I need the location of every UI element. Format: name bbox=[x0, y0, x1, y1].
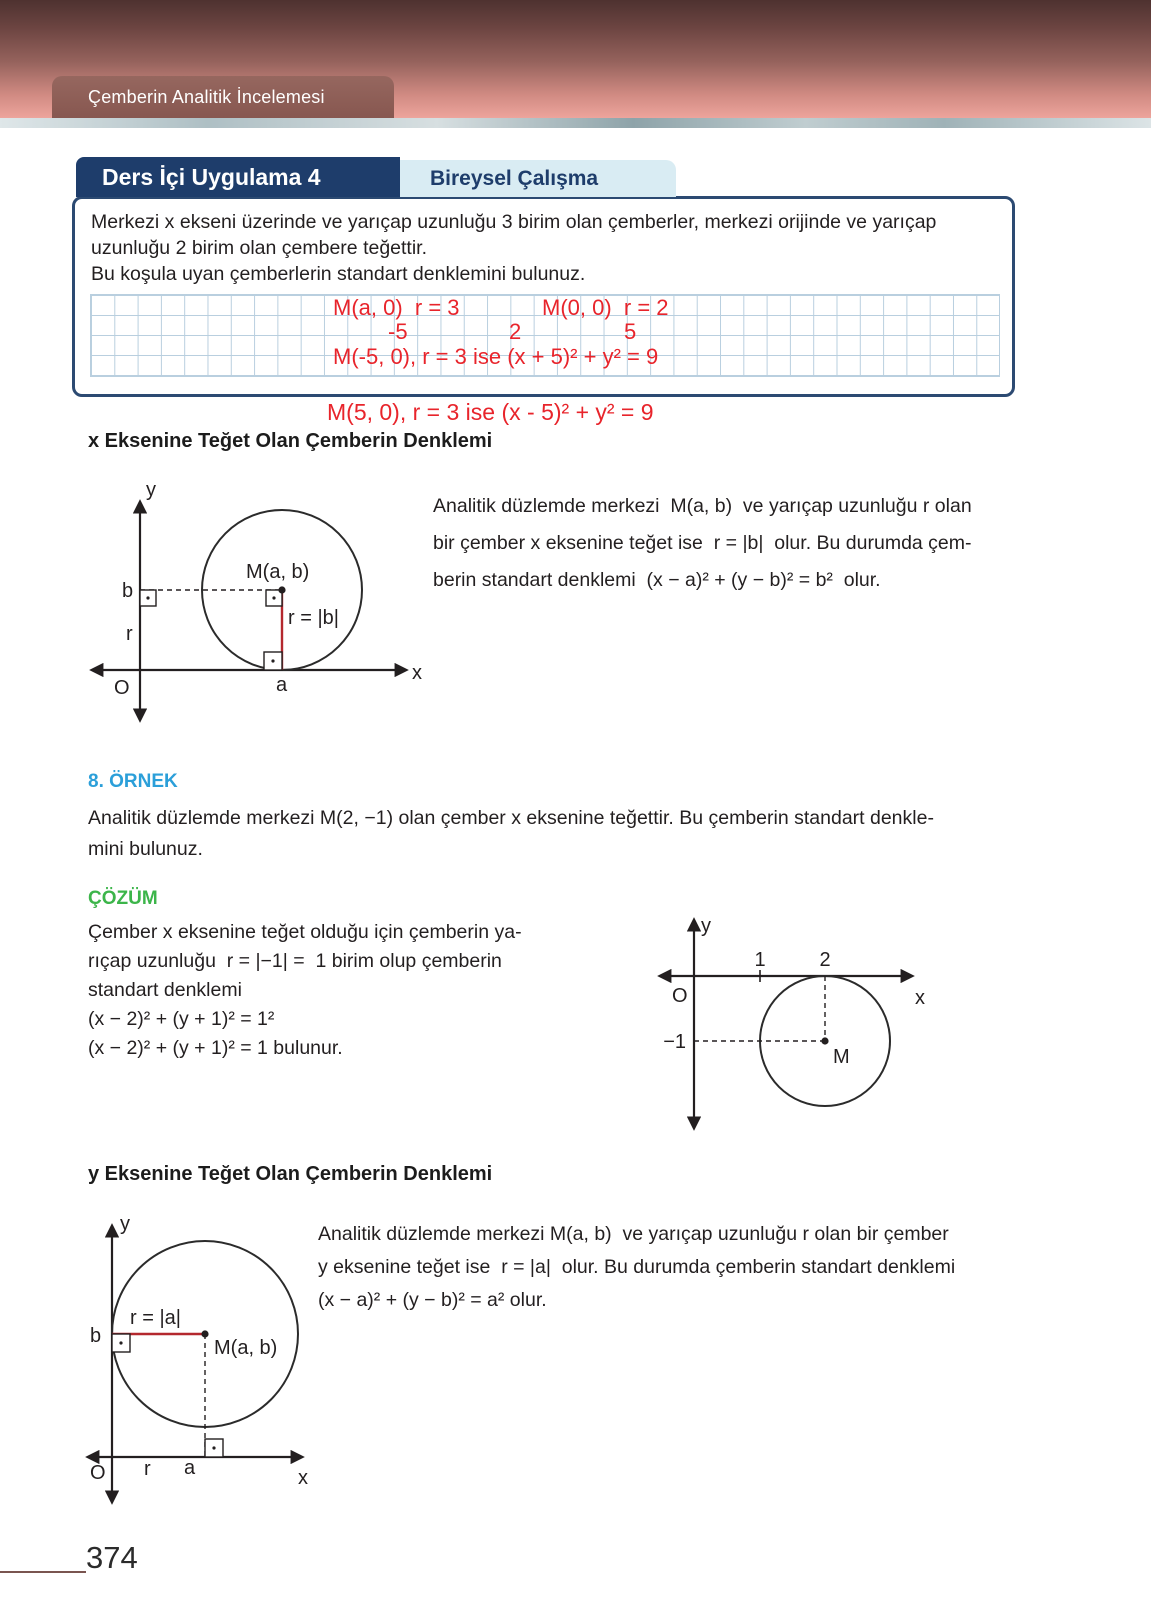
section-y-heading: y Eksenine Teğet Olan Çemberin Denklemi bbox=[88, 1163, 493, 1185]
center-point bbox=[201, 1330, 208, 1337]
work-row2-b: 2 bbox=[509, 319, 522, 344]
chapter-tab-label: Çemberin Analitik İncelemesi bbox=[88, 86, 325, 107]
work-row2-a: -5 bbox=[388, 319, 408, 344]
tick-label-1: 1 bbox=[754, 949, 766, 971]
body-line: y eksenine teğet ise r = |a| olur. Bu durumda çemberin standart denklemi bbox=[318, 1256, 956, 1278]
right-angle-dot bbox=[146, 596, 149, 599]
problem-line: uzunluğu 2 birim olan çembere teğettir. bbox=[91, 237, 428, 259]
solution-equation: (x − 2)² + (y + 1)² = 1² bbox=[88, 1008, 275, 1030]
example-line: Analitik düzlemde merkezi M(2, −1) olan çember x eksenine teğettir. Bu çemberin standart denkle- bbox=[88, 807, 934, 829]
solution-label: ÇÖZÜM bbox=[88, 888, 158, 909]
x-axis-label: x bbox=[298, 1467, 308, 1489]
example-body bbox=[88, 803, 934, 865]
diagram-circle-tangent-x-axis bbox=[78, 478, 428, 728]
b-label: b bbox=[90, 1325, 102, 1347]
r-label: r bbox=[144, 1458, 151, 1480]
section-x-body bbox=[433, 488, 972, 599]
right-angle-dot bbox=[271, 659, 274, 662]
solution-line: standart denklemi bbox=[88, 979, 242, 1001]
right-angle-dot bbox=[212, 1446, 215, 1449]
work-row1-right: M(0, 0) r = 2 bbox=[542, 295, 669, 320]
center-label: M bbox=[833, 1046, 850, 1068]
banner-divider-strip bbox=[0, 118, 1151, 128]
origin-label: O bbox=[90, 1462, 106, 1484]
body-line: bir çember x eksenine teğet ise r = |b| olur. Bu durumda çem- bbox=[433, 532, 972, 554]
tick-label-2: 2 bbox=[819, 949, 831, 971]
origin-label: O bbox=[672, 985, 688, 1007]
solution-equation: (x − 2)² + (y + 1)² = 1 bulunur. bbox=[88, 1037, 343, 1059]
origin-label: O bbox=[114, 677, 130, 699]
problem-line: Bu koşula uyan çemberlerin standart denklemini bulunuz. bbox=[91, 263, 586, 285]
x-axis-label: x bbox=[412, 662, 422, 684]
b-label: b bbox=[122, 580, 134, 602]
y-axis-label: y bbox=[701, 915, 711, 937]
center-point bbox=[821, 1037, 828, 1044]
solution-line: Çember x eksenine teğet olduğu için çemberin ya- bbox=[88, 921, 522, 943]
body-line: berin standart denklemi (x − a)² + (y − b)² = b² olur. bbox=[433, 569, 881, 591]
y-axis-label: y bbox=[146, 479, 156, 501]
radius-label: r = |a| bbox=[130, 1307, 181, 1329]
body-line: Analitik düzlemde merkezi M(a, b) ve yarıçap uzunluğu r olan bbox=[433, 495, 972, 517]
work-row3: M(-5, 0), r = 3 ise (x + 5)² + y² = 9 bbox=[333, 344, 659, 369]
body-line: (x − a)² + (y − b)² = a² olur. bbox=[318, 1289, 547, 1311]
center-point bbox=[278, 586, 285, 593]
solution-body bbox=[88, 918, 522, 1063]
work-row1-left: M(a, 0) r = 3 bbox=[333, 295, 460, 320]
a-label: a bbox=[184, 1457, 196, 1479]
y-axis-label: y bbox=[120, 1213, 130, 1235]
a-label: a bbox=[276, 674, 288, 696]
right-angle-dot bbox=[272, 596, 275, 599]
example-label: 8. ÖRNEK bbox=[88, 771, 178, 792]
diagram-solution-circle bbox=[628, 898, 928, 1138]
activity-badge bbox=[400, 160, 676, 197]
body-line: Analitik düzlemde merkezi M(a, b) ve yarıçap uzunluğu r olan bir çember bbox=[318, 1223, 949, 1245]
right-angle-dot bbox=[119, 1341, 122, 1344]
x-axis-label: x bbox=[915, 987, 925, 1009]
page-number: 374 bbox=[86, 1540, 138, 1575]
neg1-label: −1 bbox=[663, 1031, 686, 1053]
grid-paper bbox=[90, 294, 1000, 377]
activity-title: Ders İçi Uygulama 4 bbox=[102, 163, 321, 190]
solution-line: rıçap uzunluğu r = |−1| = 1 birim olup çemberin bbox=[88, 950, 502, 972]
problem-line: Merkezi x ekseni üzerinde ve yarıçap uzunluğu 3 birim olan çemberler, merkezi orijinde ve yarıçap bbox=[91, 211, 937, 233]
center-label: M(a, b) bbox=[214, 1337, 278, 1359]
activity-title-bar bbox=[76, 157, 400, 197]
chapter-tab bbox=[52, 76, 394, 118]
r-label: r bbox=[126, 623, 133, 645]
section-y-body bbox=[318, 1218, 955, 1317]
center-label: M(a, b) bbox=[246, 561, 310, 583]
section-x-heading: x Eksenine Teğet Olan Çemberin Denklemi bbox=[88, 430, 493, 452]
problem-statement bbox=[91, 209, 991, 287]
example-line: mini bulunuz. bbox=[88, 838, 203, 860]
work-row2-c: 5 bbox=[624, 319, 637, 344]
work-answer-below-box: M(5, 0), r = 3 ise (x - 5)² + y² = 9 bbox=[327, 399, 654, 425]
radius-label: r = |b| bbox=[288, 607, 339, 629]
activity-badge-label: Bireysel Çalışma bbox=[430, 166, 599, 190]
problem-box bbox=[72, 196, 1015, 397]
footer-rule bbox=[0, 1571, 86, 1573]
